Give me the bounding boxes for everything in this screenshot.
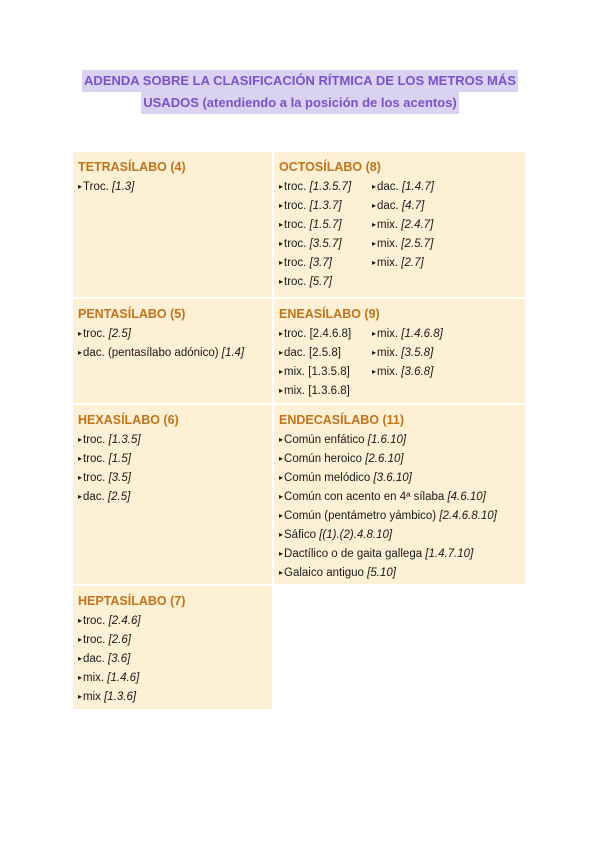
meter-type: mix. — [83, 672, 108, 684]
list-item — [78, 178, 266, 197]
meter-type: dac. — [83, 653, 108, 665]
meter-type: troc. — [284, 276, 310, 288]
triangle-bullet-icon: ▸ — [279, 258, 284, 267]
triangle-bullet-icon: ▸ — [78, 329, 83, 338]
triangle-bullet-icon: ▸ — [279, 511, 284, 520]
accent-pattern: [2.6] — [108, 634, 131, 646]
list-item — [78, 612, 266, 631]
list-item — [279, 382, 519, 401]
meter-type: mix. — [377, 347, 402, 359]
list-item — [372, 344, 443, 363]
cell-heading: TETRASÍLABO (4) — [78, 160, 186, 174]
meter-type: mix. — [377, 328, 402, 340]
cell-octosilabo — [274, 152, 525, 297]
list-item — [372, 235, 434, 254]
cell-eneasilabo — [274, 299, 525, 403]
triangle-bullet-icon: ▸ — [78, 673, 83, 682]
accent-pattern: [1.3.5] — [108, 434, 141, 446]
meter-type: troc. — [284, 200, 310, 212]
triangle-bullet-icon: ▸ — [279, 549, 284, 558]
accent-pattern: [1.4.6] — [107, 672, 140, 684]
cell-pentasilabo — [73, 299, 272, 403]
triangle-bullet-icon: ▸ — [279, 367, 284, 376]
list-item — [279, 273, 519, 292]
triangle-bullet-icon: ▸ — [372, 329, 377, 338]
accent-pattern: [3.6.10] — [373, 472, 412, 484]
accent-pattern: [1.4.7] — [401, 181, 434, 193]
triangle-bullet-icon: ▸ — [78, 473, 83, 482]
triangle-bullet-icon: ▸ — [279, 492, 284, 501]
accent-pattern: [1.3.7] — [309, 200, 342, 212]
accent-pattern: [(1).(2).4.8.10] — [319, 529, 393, 541]
triangle-bullet-icon: ▸ — [78, 435, 83, 444]
triangle-bullet-icon: ▸ — [372, 201, 377, 210]
triangle-bullet-icon: ▸ — [279, 568, 284, 577]
triangle-bullet-icon: ▸ — [279, 182, 284, 191]
list-item — [78, 344, 266, 363]
meter-type: troc. — [83, 615, 109, 627]
meter-type: Común (pentámetro yámbico) — [284, 510, 440, 522]
accent-pattern: [5.10] — [367, 567, 396, 579]
triangle-bullet-icon: ▸ — [78, 616, 83, 625]
triangle-bullet-icon: ▸ — [372, 239, 377, 248]
list-item — [279, 545, 519, 564]
list-item — [372, 254, 434, 273]
list-item — [372, 325, 443, 344]
list-item — [372, 216, 434, 235]
accent-pattern: [1.6.10] — [367, 434, 407, 446]
cell-heading: OCTOSÍLABO (8) — [279, 160, 381, 174]
accent-pattern: [1.5] — [108, 453, 131, 465]
accent-pattern: [1.4] — [221, 347, 245, 359]
meter-type: Troc. — [83, 181, 112, 193]
accent-pattern: [3.7] — [309, 257, 332, 269]
meter-type: Común heroico — [284, 453, 366, 465]
triangle-bullet-icon: ▸ — [78, 454, 83, 463]
list-item — [78, 431, 266, 450]
triangle-bullet-icon: ▸ — [279, 473, 284, 482]
triangle-bullet-icon: ▸ — [78, 635, 83, 644]
right-column — [372, 325, 443, 382]
cell-heading: HEPTASÍLABO (7) — [78, 594, 186, 608]
accent-pattern: [1.5.7] — [309, 219, 342, 231]
meter-type: troc. — [83, 472, 109, 484]
meter-type: mix. — [377, 238, 402, 250]
meter-type: mix. — [377, 257, 402, 269]
list-item — [279, 526, 519, 545]
triangle-bullet-icon: ▸ — [78, 492, 83, 501]
meter-type: mix. [1.3.6.8] — [284, 385, 350, 397]
list-item — [78, 650, 266, 669]
list-item — [279, 488, 519, 507]
cell-heptasilabo — [73, 586, 272, 709]
title-line-2: USADOS (atendiendo a la posición de los acentos) — [141, 92, 459, 114]
page-title — [0, 70, 600, 114]
cell-heading: ENDECASÍLABO (11) — [279, 413, 405, 427]
triangle-bullet-icon: ▸ — [279, 239, 284, 248]
triangle-bullet-icon: ▸ — [279, 435, 284, 444]
meter-type: troc. — [284, 257, 310, 269]
cell-endecasilabo — [274, 405, 525, 584]
meter-type: Común melódico — [284, 472, 374, 484]
triangle-bullet-icon: ▸ — [78, 182, 83, 191]
list-item — [78, 469, 266, 488]
meter-type: dac. — [377, 200, 402, 212]
triangle-bullet-icon: ▸ — [279, 329, 284, 338]
accent-pattern: [3.5] — [108, 472, 131, 484]
list-item — [372, 178, 434, 197]
triangle-bullet-icon: ▸ — [279, 220, 284, 229]
triangle-bullet-icon: ▸ — [279, 277, 284, 286]
accent-pattern: [3.6.8] — [401, 366, 434, 378]
cell-heading: PENTASÍLABO (5) — [78, 307, 186, 321]
cell-heading: HEXASÍLABO (6) — [78, 413, 179, 427]
meter-type: dac. — [377, 181, 402, 193]
list-item — [78, 325, 266, 344]
meter-type: mix. [1.3.5.8] — [284, 366, 350, 378]
accent-pattern: [1.3.5.7] — [309, 181, 352, 193]
list-item — [78, 450, 266, 469]
meter-type: troc. — [83, 634, 109, 646]
meter-type: Común enfático — [284, 434, 368, 446]
meter-type: troc. — [284, 238, 310, 250]
meter-type: troc. — [83, 453, 109, 465]
triangle-bullet-icon: ▸ — [279, 386, 284, 395]
triangle-bullet-icon: ▸ — [372, 348, 377, 357]
triangle-bullet-icon: ▸ — [372, 220, 377, 229]
triangle-bullet-icon: ▸ — [279, 348, 284, 357]
list-item — [78, 688, 266, 707]
meter-type: Galaico antiguo — [284, 567, 368, 579]
accent-pattern: [1.3] — [111, 181, 135, 193]
meter-type: troc. [2.4.6.8] — [284, 328, 352, 340]
triangle-bullet-icon: ▸ — [372, 182, 377, 191]
cell-tetrasilabo — [73, 152, 272, 297]
list-item — [279, 564, 519, 583]
triangle-bullet-icon: ▸ — [78, 692, 83, 701]
list-item — [78, 669, 266, 688]
meter-type: troc. — [284, 181, 310, 193]
accent-pattern: [2.6.10] — [365, 453, 404, 465]
list-item — [372, 363, 443, 382]
accent-pattern: [4.7] — [401, 200, 425, 212]
meter-type: troc. — [83, 328, 109, 340]
accent-pattern: [3.5.7] — [309, 238, 342, 250]
right-column — [372, 178, 434, 273]
meter-type: troc. — [83, 434, 109, 446]
title-line-1: ADENDA SOBRE LA CLASIFICACIÓN RÍTMICA DE LOS METROS MÁS — [82, 70, 518, 92]
triangle-bullet-icon: ▸ — [372, 367, 377, 376]
accent-pattern: [1.4.6.8] — [401, 328, 443, 340]
triangle-bullet-icon: ▸ — [279, 454, 284, 463]
accent-pattern: [2.4.6.8.10] — [439, 510, 497, 522]
accent-pattern: [3.6] — [107, 653, 131, 665]
meter-type: Común con acento en 4ª sílaba — [284, 491, 448, 503]
accent-pattern: [2.5] — [107, 491, 131, 503]
accent-pattern: [2.5.7] — [401, 238, 434, 250]
accent-pattern: [1.3.6] — [104, 691, 137, 703]
list-item — [279, 431, 519, 450]
meter-type: troc. — [284, 219, 310, 231]
list-item — [78, 488, 266, 507]
list-item — [372, 197, 434, 216]
list-item — [279, 507, 519, 526]
accent-pattern: [1.4.7.10] — [425, 548, 474, 560]
meter-type: dac. — [83, 491, 108, 503]
two-column-list — [279, 178, 519, 292]
accent-pattern: [2.5] — [108, 328, 131, 340]
accent-pattern: [2.4.6] — [108, 615, 141, 627]
accent-pattern: [2.4.7] — [401, 219, 434, 231]
meter-type: Dactílico o de gaita gallega — [284, 548, 426, 560]
meter-type: dac. (pentasílabo adónico) — [83, 347, 222, 359]
meter-type: dac. [2.5.8] — [284, 347, 341, 359]
triangle-bullet-icon: ▸ — [78, 654, 83, 663]
accent-pattern: [5.7] — [309, 276, 332, 288]
triangle-bullet-icon: ▸ — [78, 348, 83, 357]
accent-pattern: [4.6.10] — [447, 491, 486, 503]
list-item — [279, 450, 519, 469]
meter-type: mix — [83, 691, 105, 703]
triangle-bullet-icon: ▸ — [372, 258, 377, 267]
meter-type: Sáfico — [284, 529, 320, 541]
meter-type: mix. — [377, 219, 402, 231]
cell-heading: ENEASÍLABO (9) — [279, 307, 380, 321]
triangle-bullet-icon: ▸ — [279, 201, 284, 210]
accent-pattern: [2.7] — [401, 257, 424, 269]
cell-hexasilabo — [73, 405, 272, 584]
triangle-bullet-icon: ▸ — [279, 530, 284, 539]
meter-type: mix. — [377, 366, 402, 378]
list-item — [279, 469, 519, 488]
list-item — [78, 631, 266, 650]
two-column-list — [279, 325, 519, 401]
accent-pattern: [3.5.8] — [401, 347, 434, 359]
